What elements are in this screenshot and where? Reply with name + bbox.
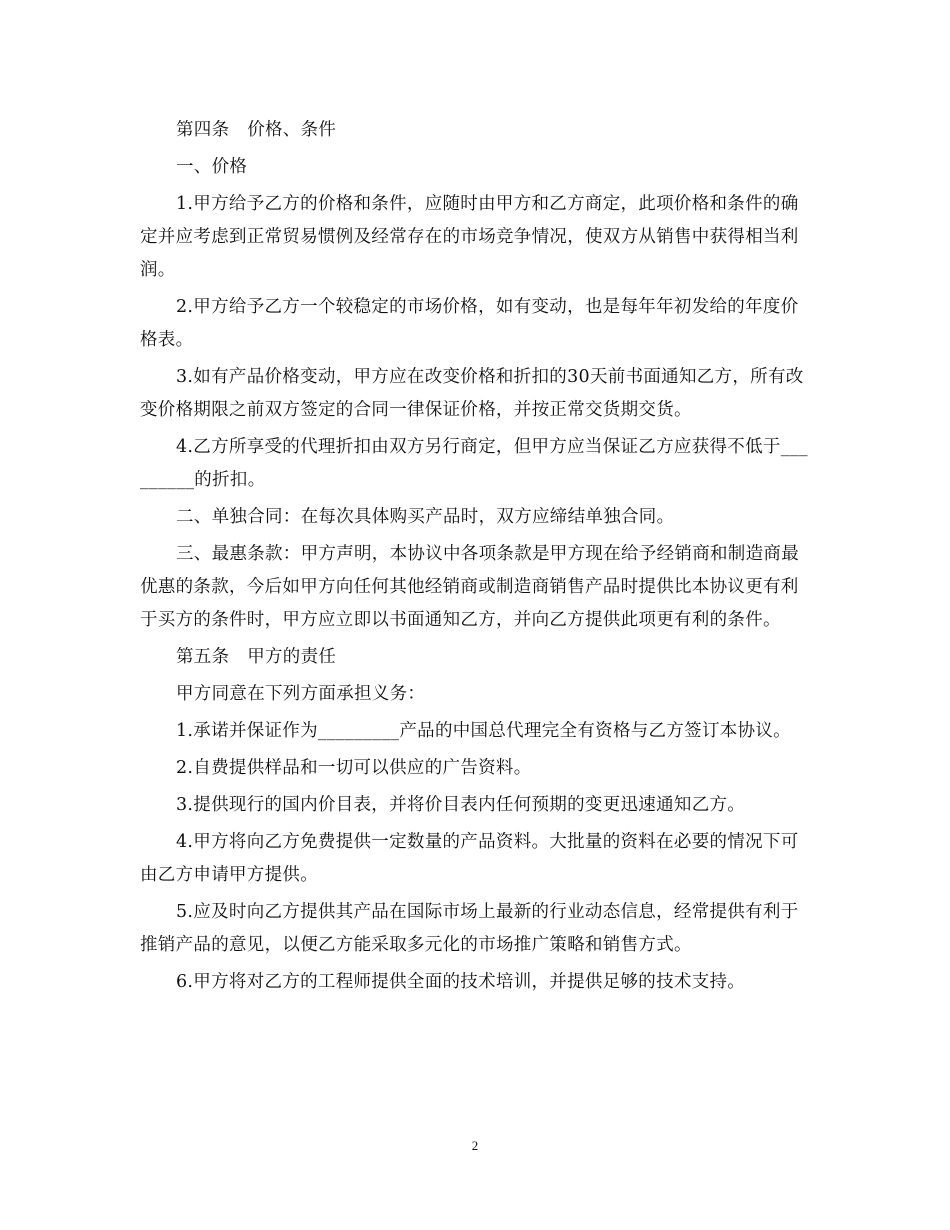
- paragraph: 甲方同意在下列方面承担义务：: [176, 684, 426, 704]
- paragraph: 1.承诺并保证作为_________产品的中国总代理完全有资格与乙方签订本协议。: [176, 721, 791, 741]
- paragraph: 4.乙方所享受的代理折扣由双方另行商定，但甲方应当保证乙方应获得不低于_________的折扣。: [140, 437, 808, 490]
- paragraph: 1.甲方给予乙方的价格和条件，应随时由甲方和乙方商定，此项价格和条件的确定并应考虑到正常贸易惯例及经常存在的市场竞争情况，使双方从销售中获得相当利润。: [140, 194, 799, 280]
- paragraph: 二、单独合同：在每次具体购买产品时，双方应缔结单独合同。: [176, 507, 675, 527]
- section-heading-article-4: 第四条 价格、条件: [176, 120, 337, 140]
- paragraph: 3.如有产品价格变动，甲方应在改变价格和折扣的30天前书面通知乙方，所有改变价格期限之前双方签定的合同一律保证价格，并按正常交货期交货。: [140, 367, 804, 420]
- page-number: 2: [471, 1138, 479, 1153]
- paragraph: 5.应及时向乙方提供其产品在国际市场上最新的行业动态信息，经常提供有利于推销产品的意见，以便乙方能采取多元化的市场推广策略和销售方式。: [140, 902, 799, 955]
- paragraph: 2.甲方给予乙方一个较稳定的市场价格，如有变动，也是每年年初发给的年度价格表。: [140, 297, 799, 350]
- section-heading-article-5: 第五条 甲方的责任: [176, 647, 337, 667]
- paragraph: 3.提供现行的国内价目表，并将价目表内任何预期的变更迅速通知乙方。: [176, 795, 746, 815]
- paragraph: 三、最惠条款：甲方声明，本协议中各项条款是甲方现在给予经销商和制造商最优惠的条款，今后如甲方向任何其他经销商或制造商销售产品时提供比本协议更有利于买方的条件时，甲方应立即以书面通知乙方，并向乙方提供此项更有利的条件。: [140, 544, 799, 630]
- paragraph: 2.自费提供样品和一切可以供应的广告资料。: [176, 758, 532, 778]
- document-body: [140, 114, 812, 1003]
- subsection-heading-price: 一、价格: [176, 157, 248, 177]
- paragraph: 4.甲方将向乙方免费提供一定数量的产品资料。大批量的资料在必要的情况下可由乙方申请甲方提供。: [140, 832, 799, 885]
- paragraph: 6.甲方将对乙方的工程师提供全面的技术培训，并提供足够的技术支持。: [176, 972, 746, 992]
